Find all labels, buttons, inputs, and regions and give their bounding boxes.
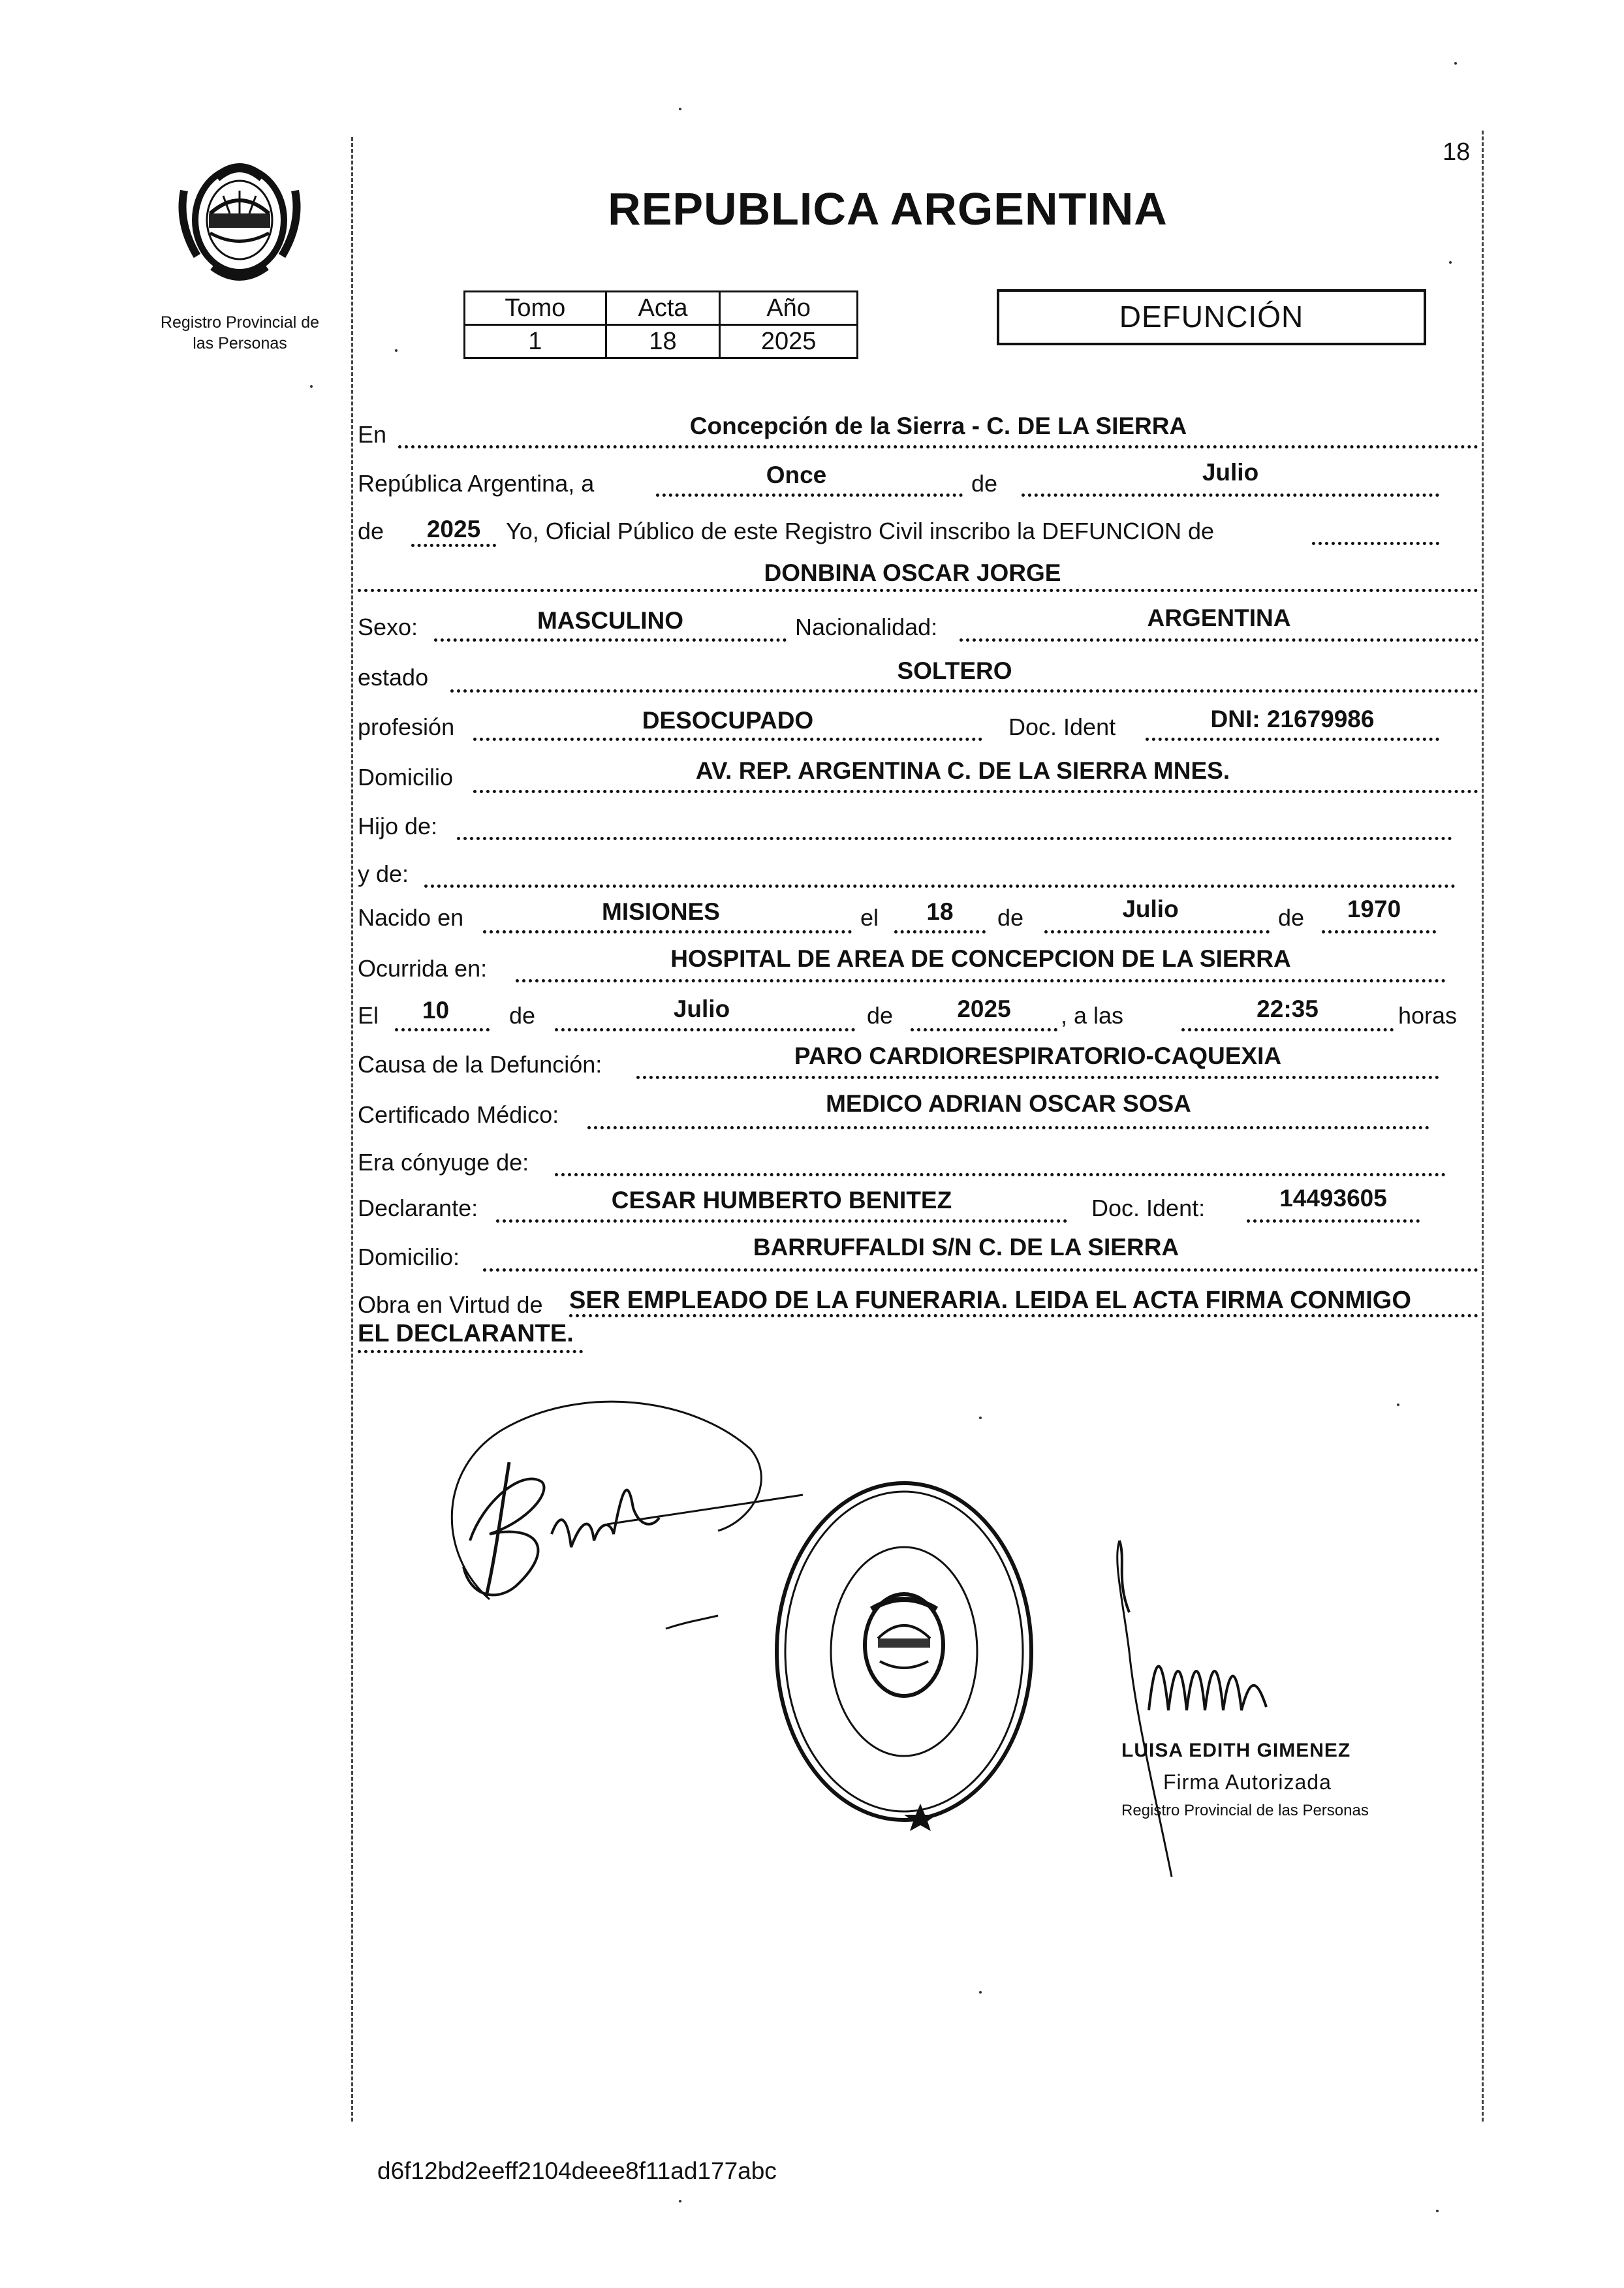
declarante-value: CESAR HUMBERTO BENITEZ: [611, 1187, 952, 1214]
nacido-lugar-dots: [483, 930, 852, 933]
agency-name-line1: Registro Provincial de: [160, 313, 320, 332]
acta-value: 18: [606, 325, 720, 358]
doc-label: Doc. Ident: [1008, 713, 1116, 740]
anio-value: 2025: [426, 516, 481, 542]
right-margin-line: [1482, 131, 1484, 2122]
province-logo: [171, 151, 308, 292]
domicilio2-dots: [483, 1268, 1478, 1272]
causa-value: PARO CARDIORESPIRATORIO-CAQUEXIA: [794, 1042, 1282, 1069]
official-role: Firma Autorizada: [1163, 1770, 1332, 1794]
doc2-label: Doc. Ident:: [1091, 1195, 1206, 1221]
fall-dia: 10: [422, 997, 450, 1024]
el-label: el: [860, 904, 879, 931]
obra-dots-1: [569, 1314, 1478, 1317]
de-label-5: de: [509, 1002, 536, 1029]
en-value: Concepción de la Sierra - C. DE LA SIERRA: [689, 413, 1187, 439]
document-hash: d6f12bd2eeff2104deee8f11ad177abc: [377, 2157, 777, 2184]
estado-value: SOLTERO: [897, 657, 1012, 684]
doc-dots: [1146, 738, 1439, 741]
record-table: [463, 290, 858, 359]
nombre-dots: [358, 589, 1478, 592]
certificado-label: Certificado Médico:: [358, 1101, 559, 1128]
official-signature: [1110, 1521, 1384, 1887]
nombre-value: DONBINA OSCAR JORGE: [764, 559, 1061, 586]
profesion-label: profesión: [358, 713, 455, 740]
scan-speck: [1454, 62, 1457, 65]
ocurrida-value: HOSPITAL DE AREA DE CONCEPCION DE LA SIERRA: [670, 945, 1291, 972]
conyuge-label: Era cónyuge de:: [358, 1149, 529, 1176]
fall-hora-dots: [1181, 1028, 1394, 1031]
en-dots: [398, 445, 1478, 448]
profesion-value: DESOCUPADO: [642, 707, 814, 734]
nacido-lugar: MISIONES: [602, 898, 720, 925]
nacido-dia: 18: [926, 898, 954, 925]
nacido-anio: 1970: [1347, 896, 1401, 922]
scan-speck: [1449, 261, 1452, 264]
mes-dots: [1022, 494, 1439, 497]
certificado-dots: [587, 1126, 1429, 1129]
certificado-value: MEDICO ADRIAN OSCAR SOSA: [826, 1090, 1191, 1117]
fall-anio-dots: [911, 1028, 1057, 1031]
domicilio-label: Domicilio: [358, 764, 454, 791]
nacionalidad-label: Nacionalidad:: [795, 614, 938, 640]
tomo-value: 1: [465, 325, 606, 358]
nacido-mes-dots: [1044, 930, 1270, 933]
intro-text: Yo, Oficial Público de este Registro Civil inscribo la DEFUNCION de: [506, 518, 1215, 544]
sexo-value: MASCULINO: [537, 607, 684, 634]
sexo-label: Sexo:: [358, 614, 418, 640]
scan-speck: [679, 2200, 681, 2202]
domicilio2-label: Domicilio:: [358, 1244, 460, 1270]
hijo-dots: [457, 837, 1452, 840]
fall-anio: 2025: [957, 995, 1011, 1022]
estado-dots: [450, 689, 1478, 693]
conyuge-dots: [555, 1173, 1446, 1176]
fall-mes: Julio: [673, 995, 730, 1022]
domicilio-value: AV. REP. ARGENTINA C. DE LA SIERRA MNES.: [695, 757, 1230, 784]
causa-dots: [636, 1076, 1439, 1079]
en-label: En: [358, 421, 387, 448]
anio-dots: [411, 544, 496, 547]
page-title: REPUBLICA ARGENTINA: [608, 183, 1168, 234]
anio-header: Año: [720, 292, 858, 325]
obra-dots-2: [358, 1350, 583, 1353]
scan-speck: [1436, 2210, 1439, 2212]
obra-line2: EL DECLARANTE.: [358, 1320, 574, 1347]
domicilio2-value: BARRUFFALDI S/N C. DE LA SIERRA: [753, 1234, 1179, 1261]
republica-label: República Argentina, a: [358, 470, 595, 497]
obra-label: Obra en Virtud de: [358, 1291, 543, 1318]
hijo-label: Hijo de:: [358, 813, 438, 839]
domicilio-dots: [473, 790, 1478, 793]
dia-dots: [656, 494, 963, 497]
fall-hora: 22:35: [1257, 995, 1319, 1022]
de-label-1: de: [971, 470, 998, 497]
doc2-value: 14493605: [1279, 1185, 1387, 1212]
scan-speck: [310, 385, 313, 388]
yde-dots: [424, 885, 1456, 888]
intro-dots: [1312, 542, 1439, 545]
de-label-2: de: [358, 518, 384, 544]
anio-value: 2025: [720, 325, 858, 358]
nacionalidad-dots: [960, 638, 1478, 642]
doc2-dots: [1247, 1219, 1420, 1223]
doc-value: DNI: 21679986: [1210, 706, 1375, 732]
ocurrida-dots: [516, 979, 1446, 982]
acta-header: Acta: [606, 292, 720, 325]
mes-value: Julio: [1202, 459, 1259, 486]
declarante-label: Declarante:: [358, 1195, 478, 1221]
left-margin-line: [351, 137, 353, 2122]
el2-label: El: [358, 1002, 379, 1029]
yde-label: y de:: [358, 860, 409, 887]
official-agency: Registro Provincial de las Personas: [1121, 1802, 1369, 1819]
nacionalidad-value: ARGENTINA: [1147, 604, 1291, 631]
fall-dia-dots: [395, 1028, 490, 1031]
official-seal: [773, 1479, 1035, 1831]
declarant-signature: [411, 1371, 816, 1645]
fall-mes-dots: [555, 1028, 855, 1031]
de-label-4: de: [1278, 904, 1305, 931]
scan-speck: [679, 108, 681, 110]
page-number: 18: [1443, 138, 1471, 166]
ocurrida-label: Ocurrida en:: [358, 955, 488, 982]
nacido-anio-dots: [1322, 930, 1436, 933]
scan-speck: [395, 349, 398, 352]
scan-speck: [979, 1991, 982, 1994]
causa-label: Causa de la Defunción:: [358, 1051, 602, 1078]
estado-label: estado: [358, 664, 429, 691]
official-name: LUISA EDITH GIMENEZ: [1121, 1740, 1351, 1761]
sexo-dots: [434, 638, 787, 642]
tomo-header: Tomo: [465, 292, 606, 325]
record-type-box: DEFUNCIÓN: [997, 289, 1426, 345]
nacido-mes: Julio: [1122, 896, 1179, 922]
declarante-dots: [496, 1219, 1067, 1223]
horas-label: horas: [1398, 1002, 1458, 1029]
nacido-dia-dots: [894, 930, 986, 933]
scan-speck: [979, 1417, 982, 1419]
nacido-label: Nacido en: [358, 904, 464, 931]
agency-name-line2: las Personas: [193, 334, 287, 353]
de-label-6: de: [867, 1002, 894, 1029]
scan-speck: [1397, 1403, 1399, 1406]
dia-texto: Once: [766, 462, 827, 488]
obra-line1: SER EMPLEADO DE LA FUNERARIA. LEIDA EL ACTA FIRMA CONMIGO: [569, 1287, 1411, 1314]
alas-label: , a las: [1061, 1002, 1124, 1029]
profesion-dots: [473, 738, 982, 741]
de-label-3: de: [997, 904, 1024, 931]
